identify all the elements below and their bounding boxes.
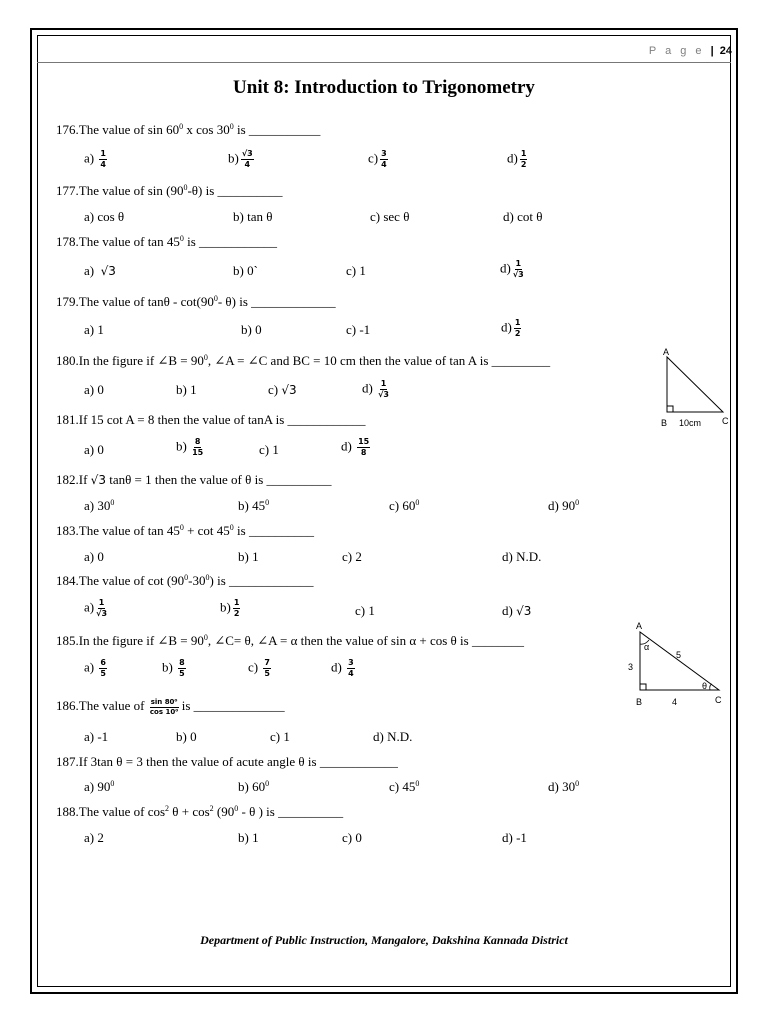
triangle-figure-180 [655, 346, 735, 432]
question-183: 183.The value of $\tan 45^0 + \cot 45^0$ is __________ [56, 523, 314, 538]
option-177-d: d) cot θ [503, 209, 543, 224]
option-186-d: d) N.D. [373, 729, 413, 744]
triangle-figure-185 [624, 618, 734, 710]
vertex-label-c: C [715, 695, 722, 705]
question-176: 176.The value of $\sin 60^0$ x $\cos 30^0$ is ___________ [56, 122, 321, 137]
right-angle-marker-185 [640, 684, 646, 690]
question-179: 179.The value of tanθ - $\cot(90^0-$ θ) is _____________ [56, 294, 336, 309]
option-176-d: d) $\frac{1}{2}$ [507, 149, 527, 169]
question-178: 178.The value of $\tan 45^0$ is ____________ [56, 234, 277, 249]
option-182-a: a) $30^0$ [84, 498, 115, 513]
vertex-label-b: B [636, 697, 643, 707]
option-182-d: d) $90^0$ [548, 498, 580, 513]
option-182-b: b) $45^0$ [238, 498, 270, 513]
side-label-ac: 5 [676, 650, 682, 660]
option-187-a: a) $90^0$ [84, 779, 115, 794]
option-180-a: a) 0 [84, 382, 104, 397]
option-183-a: a) 0 [84, 549, 104, 564]
option-185-c: c) $\frac{7}{5}$ [248, 658, 270, 678]
option-185-a: a) $\frac{6}{5}$ [84, 658, 106, 678]
option-182-c: c) $60^0$ [389, 498, 420, 513]
option-180-b: b) 1 [176, 382, 197, 397]
option-183-b: b) 1 [238, 549, 259, 564]
option-187-b: b) $60^0$ [238, 779, 270, 794]
page-number-header [649, 45, 732, 57]
option-179-a: a) 1 [84, 322, 104, 337]
triangle-185-shape [640, 632, 719, 690]
option-176-a: a) $\frac{1}{4}$ [84, 149, 106, 169]
angle-label-theta: θ [702, 681, 708, 691]
option-184-a: a) $\frac{1}{√3}$ [84, 598, 108, 618]
option-181-a: a) 0 [84, 442, 104, 457]
question-184: 184.The value of $\cot (90^0-30^0)$ is _____________ [56, 573, 314, 588]
option-179-d: d) $\frac{1}{2}$ [501, 318, 521, 338]
option-181-b: b) $\frac{8}{15}$ [176, 437, 204, 457]
option-178-a: a) √3 [84, 263, 116, 278]
option-187-c: c) $45^0$ [389, 779, 420, 794]
angle-label-alpha: α [644, 642, 650, 652]
option-188-b: b) 1 [238, 830, 259, 845]
option-177-c: c) sec θ [370, 209, 410, 224]
option-179-c: c) -1 [346, 322, 371, 337]
option-183-c: c) 2 [342, 549, 362, 564]
page-number: 24 [719, 45, 732, 57]
question-188: 188.The value of $\cos^2 \theta + \cos^2 (90^0 - \theta$ ) is __________ [56, 804, 344, 819]
option-188-a: a) 2 [84, 830, 104, 845]
option-181-c: c) 1 [259, 442, 279, 457]
option-185-b: b) $\frac{8}{5}$ [162, 658, 185, 678]
option-179-b: b) 0 [241, 322, 262, 337]
side-label-bc: 10cm [679, 418, 702, 428]
question-181: 181.If 15 cot A = 8 then the value of tanA is ____________ [56, 412, 366, 427]
option-186-a: a) -1 [84, 729, 109, 744]
option-184-d: d) √3 [502, 603, 532, 618]
option-178-d: d) $\frac{1}{√3}$ [500, 259, 524, 279]
option-187-d: d) $30^0$ [548, 779, 580, 794]
option-188-c: c) 0 [342, 830, 362, 845]
page-word: P a g e [648, 45, 705, 57]
question-182: 182.If √3 tanθ = 1 then the value of θ is __________ [56, 472, 332, 487]
question-186: 186.The value of $\frac{\text{sin 80⁰}}{\text{cos 10⁰}}$ is ______________ [56, 697, 285, 716]
option-177-a: a) cos θ [84, 209, 125, 224]
question-177: 177.The value of $\sin (90^0-\theta)$ is __________ [56, 183, 283, 198]
page-separator: | [710, 45, 714, 57]
question-185: 185.In the figure if ∠B = $90^0$, ∠C= θ, ∠A = α then the value of sin α + cos θ is ________ [56, 633, 524, 648]
vertex-label-b: B [661, 418, 668, 428]
option-177-b: b) tan θ [233, 209, 273, 224]
vertex-label-a: A [663, 347, 670, 357]
page-title: Unit 8: Introduction to Trigonometry [233, 77, 535, 98]
header-rule [37, 62, 731, 63]
option-180-c: c) √3 [268, 382, 297, 397]
option-188-d: d) -1 [502, 830, 527, 845]
side-label-ab: 3 [628, 662, 634, 672]
vertex-label-a: A [636, 621, 643, 631]
option-185-d: d) $\frac{3}{4}$ [331, 658, 354, 678]
question-180: 180.In the figure if ∠B = $90^0$, ∠A = ∠C and BC = 10 cm then the value of tan A is _________ [56, 353, 551, 368]
side-label-bc: 4 [672, 697, 678, 707]
option-186-b: b) 0 [176, 729, 197, 744]
question-187: 187.If 3tan θ = 3 then the value of acute angle θ is ____________ [56, 754, 398, 769]
option-176-b: b) $\frac{√3}{4}$ [228, 149, 253, 169]
option-186-c: c) 1 [270, 729, 290, 744]
option-178-b: b) 0` [233, 263, 258, 278]
vertex-label-c: C [722, 416, 729, 426]
page-border-inner [37, 35, 731, 987]
option-184-b: b) $\frac{1}{2}$ [220, 598, 240, 618]
option-184-c: c) 1 [355, 603, 375, 618]
option-180-d: d) $\frac{1}{√3}$ [362, 379, 389, 399]
triangle-180-shape [667, 357, 723, 412]
right-angle-marker-180 [667, 406, 673, 412]
page-footer: Department of Public Instruction, Mangalore, Dakshina Kannada District [200, 933, 568, 947]
option-181-d: d) $\frac{15}{8}$ [341, 437, 370, 457]
option-183-d: d) N.D. [502, 549, 542, 564]
option-178-c: c) 1 [346, 263, 366, 278]
option-176-c: c) $\frac{3}{4}$ [368, 149, 387, 169]
